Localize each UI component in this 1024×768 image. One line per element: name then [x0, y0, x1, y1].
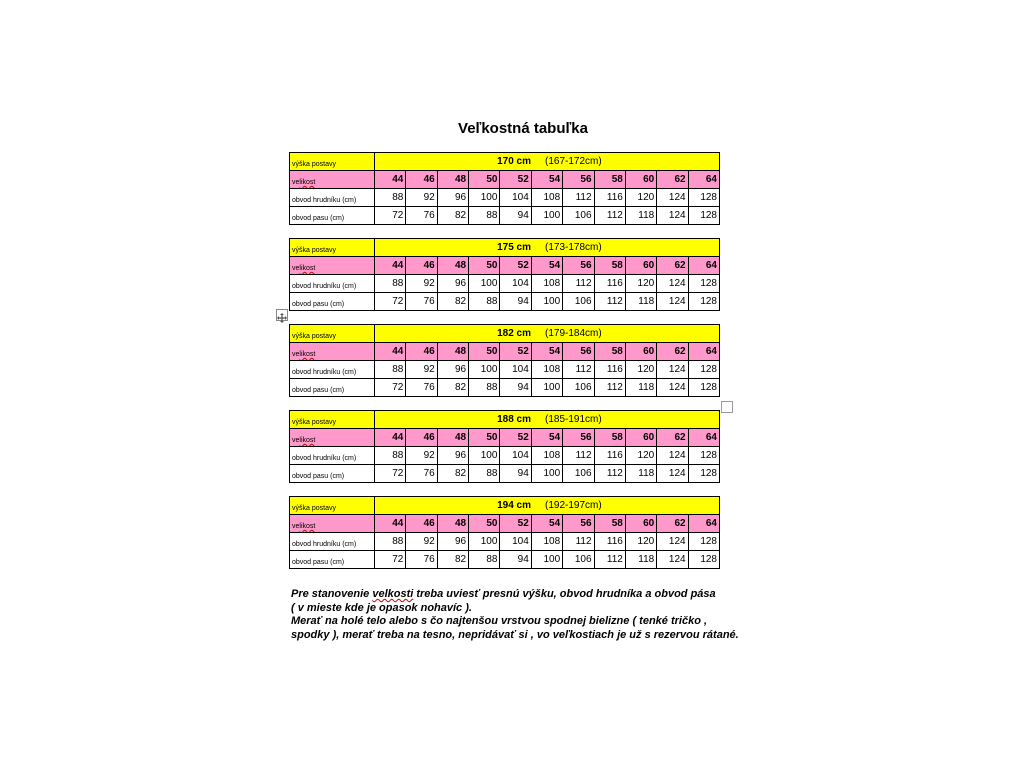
size-cell: 54: [531, 343, 562, 361]
size-cell: 44: [375, 257, 406, 275]
waist-cell: 88: [469, 379, 500, 397]
waist-cell: 88: [469, 293, 500, 311]
chest-cell: 96: [437, 275, 468, 293]
waist-cell: 124: [657, 379, 688, 397]
height-row: [290, 497, 720, 515]
waist-label: obvod pasu (cm): [290, 293, 375, 311]
waist-cell: 76: [406, 293, 437, 311]
size-cell: 64: [688, 515, 719, 533]
height-header: [375, 411, 720, 429]
chest-row: [290, 275, 720, 293]
size-cell: 46: [406, 257, 437, 275]
waist-cell: 72: [375, 293, 406, 311]
chest-cell: 100: [469, 447, 500, 465]
waist-cell: 128: [688, 551, 719, 569]
size-cell: 56: [563, 257, 594, 275]
chest-cell: 88: [375, 447, 406, 465]
misspelled-word: likost: [299, 265, 316, 272]
waist-cell: 112: [594, 293, 625, 311]
chest-cell: 112: [563, 275, 594, 293]
note-line-1: Pre stanovenie velkosti treba uviesť presnú výšku, obvod hrudníka a obvod pása: [291, 588, 716, 600]
waist-cell: 118: [625, 379, 656, 397]
size-cell: 62: [657, 171, 688, 189]
waist-cell: 128: [688, 207, 719, 225]
chest-cell: 128: [688, 275, 719, 293]
size-cell: 48: [437, 257, 468, 275]
waist-label: obvod pasu (cm): [290, 207, 375, 225]
chest-row: [290, 533, 720, 551]
height-value: 194 cm: [497, 500, 531, 511]
note-line-3: Merať na holé telo alebo s čo najtenšou vrstvou spodnej bielizne ( tenké tričko ,: [291, 615, 708, 627]
waist-cell: 124: [657, 551, 688, 569]
waist-cell: 118: [625, 293, 656, 311]
chest-cell: 104: [500, 447, 531, 465]
size-cell: 54: [531, 429, 562, 447]
waist-cell: 94: [500, 551, 531, 569]
size-cell: 64: [688, 257, 719, 275]
height-label: výška postavy: [290, 497, 375, 515]
waist-cell: 100: [531, 465, 562, 483]
chest-cell: 108: [531, 447, 562, 465]
chest-cell: 116: [594, 189, 625, 207]
waist-cell: 106: [563, 207, 594, 225]
waist-cell: 94: [500, 465, 531, 483]
size-table: [289, 496, 720, 569]
height-header: [375, 153, 720, 171]
chest-cell: 120: [625, 361, 656, 379]
instructions-note: [291, 588, 791, 642]
waist-cell: 72: [375, 465, 406, 483]
chest-cell: 88: [375, 275, 406, 293]
size-table: [289, 410, 720, 483]
chest-cell: 116: [594, 533, 625, 551]
chest-cell: 124: [657, 361, 688, 379]
chest-cell: 124: [657, 275, 688, 293]
chest-cell: 128: [688, 189, 719, 207]
waist-cell: 106: [563, 465, 594, 483]
height-row: [290, 153, 720, 171]
size-row: [290, 429, 720, 447]
size-cell: 44: [375, 171, 406, 189]
chest-cell: 92: [406, 361, 437, 379]
height-value: 188 cm: [497, 414, 531, 425]
size-cell: 62: [657, 343, 688, 361]
chest-cell: 108: [531, 189, 562, 207]
chest-cell: 104: [500, 189, 531, 207]
waist-label: obvod pasu (cm): [290, 379, 375, 397]
chest-cell: 96: [437, 533, 468, 551]
size-cell: 46: [406, 343, 437, 361]
size-cell: 60: [625, 257, 656, 275]
waist-cell: 100: [531, 293, 562, 311]
size-cell: 44: [375, 515, 406, 533]
chest-cell: 128: [688, 447, 719, 465]
size-cell: 58: [594, 171, 625, 189]
chest-row: [290, 447, 720, 465]
waist-cell: 94: [500, 207, 531, 225]
waist-cell: 82: [437, 293, 468, 311]
chest-cell: 120: [625, 189, 656, 207]
waist-label: obvod pasu (cm): [290, 551, 375, 569]
height-row: [290, 325, 720, 343]
waist-cell: 76: [406, 207, 437, 225]
chest-label: obvod hrudníku (cm): [290, 447, 375, 465]
chest-cell: 92: [406, 447, 437, 465]
size-cell: 64: [688, 343, 719, 361]
size-cell: 52: [500, 515, 531, 533]
height-range: (192-197cm): [545, 500, 602, 511]
chest-cell: 92: [406, 533, 437, 551]
move-arrows-icon: [277, 313, 287, 323]
size-cell: 62: [657, 257, 688, 275]
chest-label: obvod hrudníku (cm): [290, 275, 375, 293]
size-cell: 62: [657, 429, 688, 447]
height-header: [375, 239, 720, 257]
size-row: [290, 515, 720, 533]
waist-cell: 106: [563, 293, 594, 311]
waist-cell: 88: [469, 551, 500, 569]
size-cell: 50: [469, 429, 500, 447]
waist-cell: 72: [375, 379, 406, 397]
size-cell: 52: [500, 343, 531, 361]
height-label: výška postavy: [290, 153, 375, 171]
size-cell: 58: [594, 429, 625, 447]
chest-cell: 104: [500, 533, 531, 551]
size-cell: 46: [406, 515, 437, 533]
chest-cell: 120: [625, 275, 656, 293]
waist-cell: 112: [594, 551, 625, 569]
waist-cell: 118: [625, 551, 656, 569]
waist-cell: 72: [375, 551, 406, 569]
size-row: [290, 257, 720, 275]
size-cell: 58: [594, 343, 625, 361]
waist-cell: 88: [469, 207, 500, 225]
waist-cell: 100: [531, 379, 562, 397]
misspelled-word: likost: [299, 523, 316, 530]
waist-cell: 128: [688, 465, 719, 483]
waist-cell: 124: [657, 465, 688, 483]
height-value: 182 cm: [497, 328, 531, 339]
chest-cell: 88: [375, 189, 406, 207]
chest-cell: 124: [657, 189, 688, 207]
size-cell: 60: [625, 171, 656, 189]
chest-cell: 96: [437, 189, 468, 207]
chest-cell: 88: [375, 533, 406, 551]
chest-cell: 96: [437, 361, 468, 379]
size-cell: 60: [625, 515, 656, 533]
waist-cell: 106: [563, 379, 594, 397]
size-cell: 48: [437, 429, 468, 447]
chest-cell: 100: [469, 361, 500, 379]
chest-cell: 116: [594, 275, 625, 293]
size-cell: 48: [437, 171, 468, 189]
chest-cell: 104: [500, 361, 531, 379]
chest-cell: 112: [563, 447, 594, 465]
waist-cell: 88: [469, 465, 500, 483]
waist-cell: 100: [531, 207, 562, 225]
size-cell: 56: [563, 343, 594, 361]
chest-label: obvod hrudníku (cm): [290, 189, 375, 207]
chest-cell: 128: [688, 361, 719, 379]
chest-cell: 112: [563, 361, 594, 379]
waist-cell: 118: [625, 465, 656, 483]
size-table: [289, 238, 720, 311]
chest-cell: 108: [531, 275, 562, 293]
chest-row: [290, 189, 720, 207]
waist-cell: 82: [437, 207, 468, 225]
chest-cell: 104: [500, 275, 531, 293]
chest-cell: 112: [563, 189, 594, 207]
height-value: 175 cm: [497, 242, 531, 253]
misspelled-word: likost: [299, 179, 316, 186]
size-cell: 48: [437, 343, 468, 361]
note-line-4: spodky ), merať treba na tesno, nepridávať si , vo veľkostiach je už s rezervou rátané.: [291, 628, 739, 641]
waist-cell: 82: [437, 379, 468, 397]
size-cell: 50: [469, 515, 500, 533]
waist-cell: 124: [657, 293, 688, 311]
waist-row: [290, 207, 720, 225]
chest-cell: 124: [657, 533, 688, 551]
size-cell: 60: [625, 343, 656, 361]
waist-cell: 76: [406, 465, 437, 483]
chest-cell: 116: [594, 447, 625, 465]
height-header: [375, 325, 720, 343]
height-row: [290, 411, 720, 429]
size-cell: 50: [469, 171, 500, 189]
misspelled-word: likost: [299, 437, 316, 444]
height-label: výška postavy: [290, 325, 375, 343]
page-title: Veľkostná tabuľka: [458, 120, 588, 137]
chest-cell: 128: [688, 533, 719, 551]
note-line-2: ( v mieste kde je opasok nohavíc ).: [291, 601, 472, 614]
size-cell: 58: [594, 515, 625, 533]
size-cell: 58: [594, 257, 625, 275]
chest-label: obvod hrudníku (cm): [290, 533, 375, 551]
chest-cell: 100: [469, 189, 500, 207]
size-cell: 62: [657, 515, 688, 533]
waist-cell: 128: [688, 379, 719, 397]
waist-cell: 72: [375, 207, 406, 225]
height-row: [290, 239, 720, 257]
chest-label: obvod hrudníku (cm): [290, 361, 375, 379]
waist-cell: 94: [500, 379, 531, 397]
misspelled-word: velkosti: [372, 588, 414, 600]
chest-cell: 108: [531, 533, 562, 551]
size-cell: 46: [406, 429, 437, 447]
size-cell: 54: [531, 257, 562, 275]
size-label: velikost: [290, 429, 375, 447]
waist-cell: 112: [594, 207, 625, 225]
size-table: [289, 152, 720, 225]
size-cell: 56: [563, 515, 594, 533]
size-cell: 48: [437, 515, 468, 533]
waist-row: [290, 293, 720, 311]
size-cell: 56: [563, 171, 594, 189]
size-cell: 56: [563, 429, 594, 447]
size-row: [290, 343, 720, 361]
size-table: [289, 324, 720, 397]
height-range: (167-172cm): [545, 156, 602, 167]
size-cell: 54: [531, 171, 562, 189]
waist-row: [290, 551, 720, 569]
waist-cell: 112: [594, 465, 625, 483]
waist-row: [290, 379, 720, 397]
chest-cell: 92: [406, 275, 437, 293]
chest-cell: 120: [625, 533, 656, 551]
chest-cell: 116: [594, 361, 625, 379]
size-cell: 44: [375, 429, 406, 447]
waist-cell: 82: [437, 465, 468, 483]
chest-cell: 120: [625, 447, 656, 465]
size-cell: 44: [375, 343, 406, 361]
height-range: (179-184cm): [545, 328, 602, 339]
waist-cell: 76: [406, 379, 437, 397]
size-cell: 64: [688, 171, 719, 189]
chest-cell: 100: [469, 533, 500, 551]
chest-cell: 100: [469, 275, 500, 293]
size-cell: 54: [531, 515, 562, 533]
size-label: velikost: [290, 343, 375, 361]
misspelled-word: likost: [299, 351, 316, 358]
waist-row: [290, 465, 720, 483]
height-range: (185-191cm): [545, 414, 602, 425]
chest-cell: 108: [531, 361, 562, 379]
chest-cell: 112: [563, 533, 594, 551]
waist-cell: 76: [406, 551, 437, 569]
waist-cell: 128: [688, 293, 719, 311]
size-cell: 50: [469, 343, 500, 361]
waist-cell: 112: [594, 379, 625, 397]
size-cell: 52: [500, 429, 531, 447]
size-cell: 52: [500, 171, 531, 189]
height-label: výška postavy: [290, 239, 375, 257]
waist-cell: 124: [657, 207, 688, 225]
size-cell: 46: [406, 171, 437, 189]
chest-cell: 96: [437, 447, 468, 465]
waist-cell: 118: [625, 207, 656, 225]
chest-row: [290, 361, 720, 379]
size-row: [290, 171, 720, 189]
table-move-handle-icon[interactable]: [276, 309, 288, 321]
table-resize-handle-icon[interactable]: [721, 401, 733, 413]
size-cell: 64: [688, 429, 719, 447]
size-cell: 50: [469, 257, 500, 275]
chest-cell: 92: [406, 189, 437, 207]
height-range: (173-178cm): [545, 242, 602, 253]
size-label: velikost: [290, 257, 375, 275]
waist-cell: 106: [563, 551, 594, 569]
size-label: velikost: [290, 515, 375, 533]
size-label: velikost: [290, 171, 375, 189]
waist-label: obvod pasu (cm): [290, 465, 375, 483]
height-value: 170 cm: [497, 156, 531, 167]
height-label: výška postavy: [290, 411, 375, 429]
waist-cell: 82: [437, 551, 468, 569]
chest-cell: 88: [375, 361, 406, 379]
chest-cell: 124: [657, 447, 688, 465]
waist-cell: 94: [500, 293, 531, 311]
size-cell: 60: [625, 429, 656, 447]
waist-cell: 100: [531, 551, 562, 569]
size-cell: 52: [500, 257, 531, 275]
height-header: [375, 497, 720, 515]
